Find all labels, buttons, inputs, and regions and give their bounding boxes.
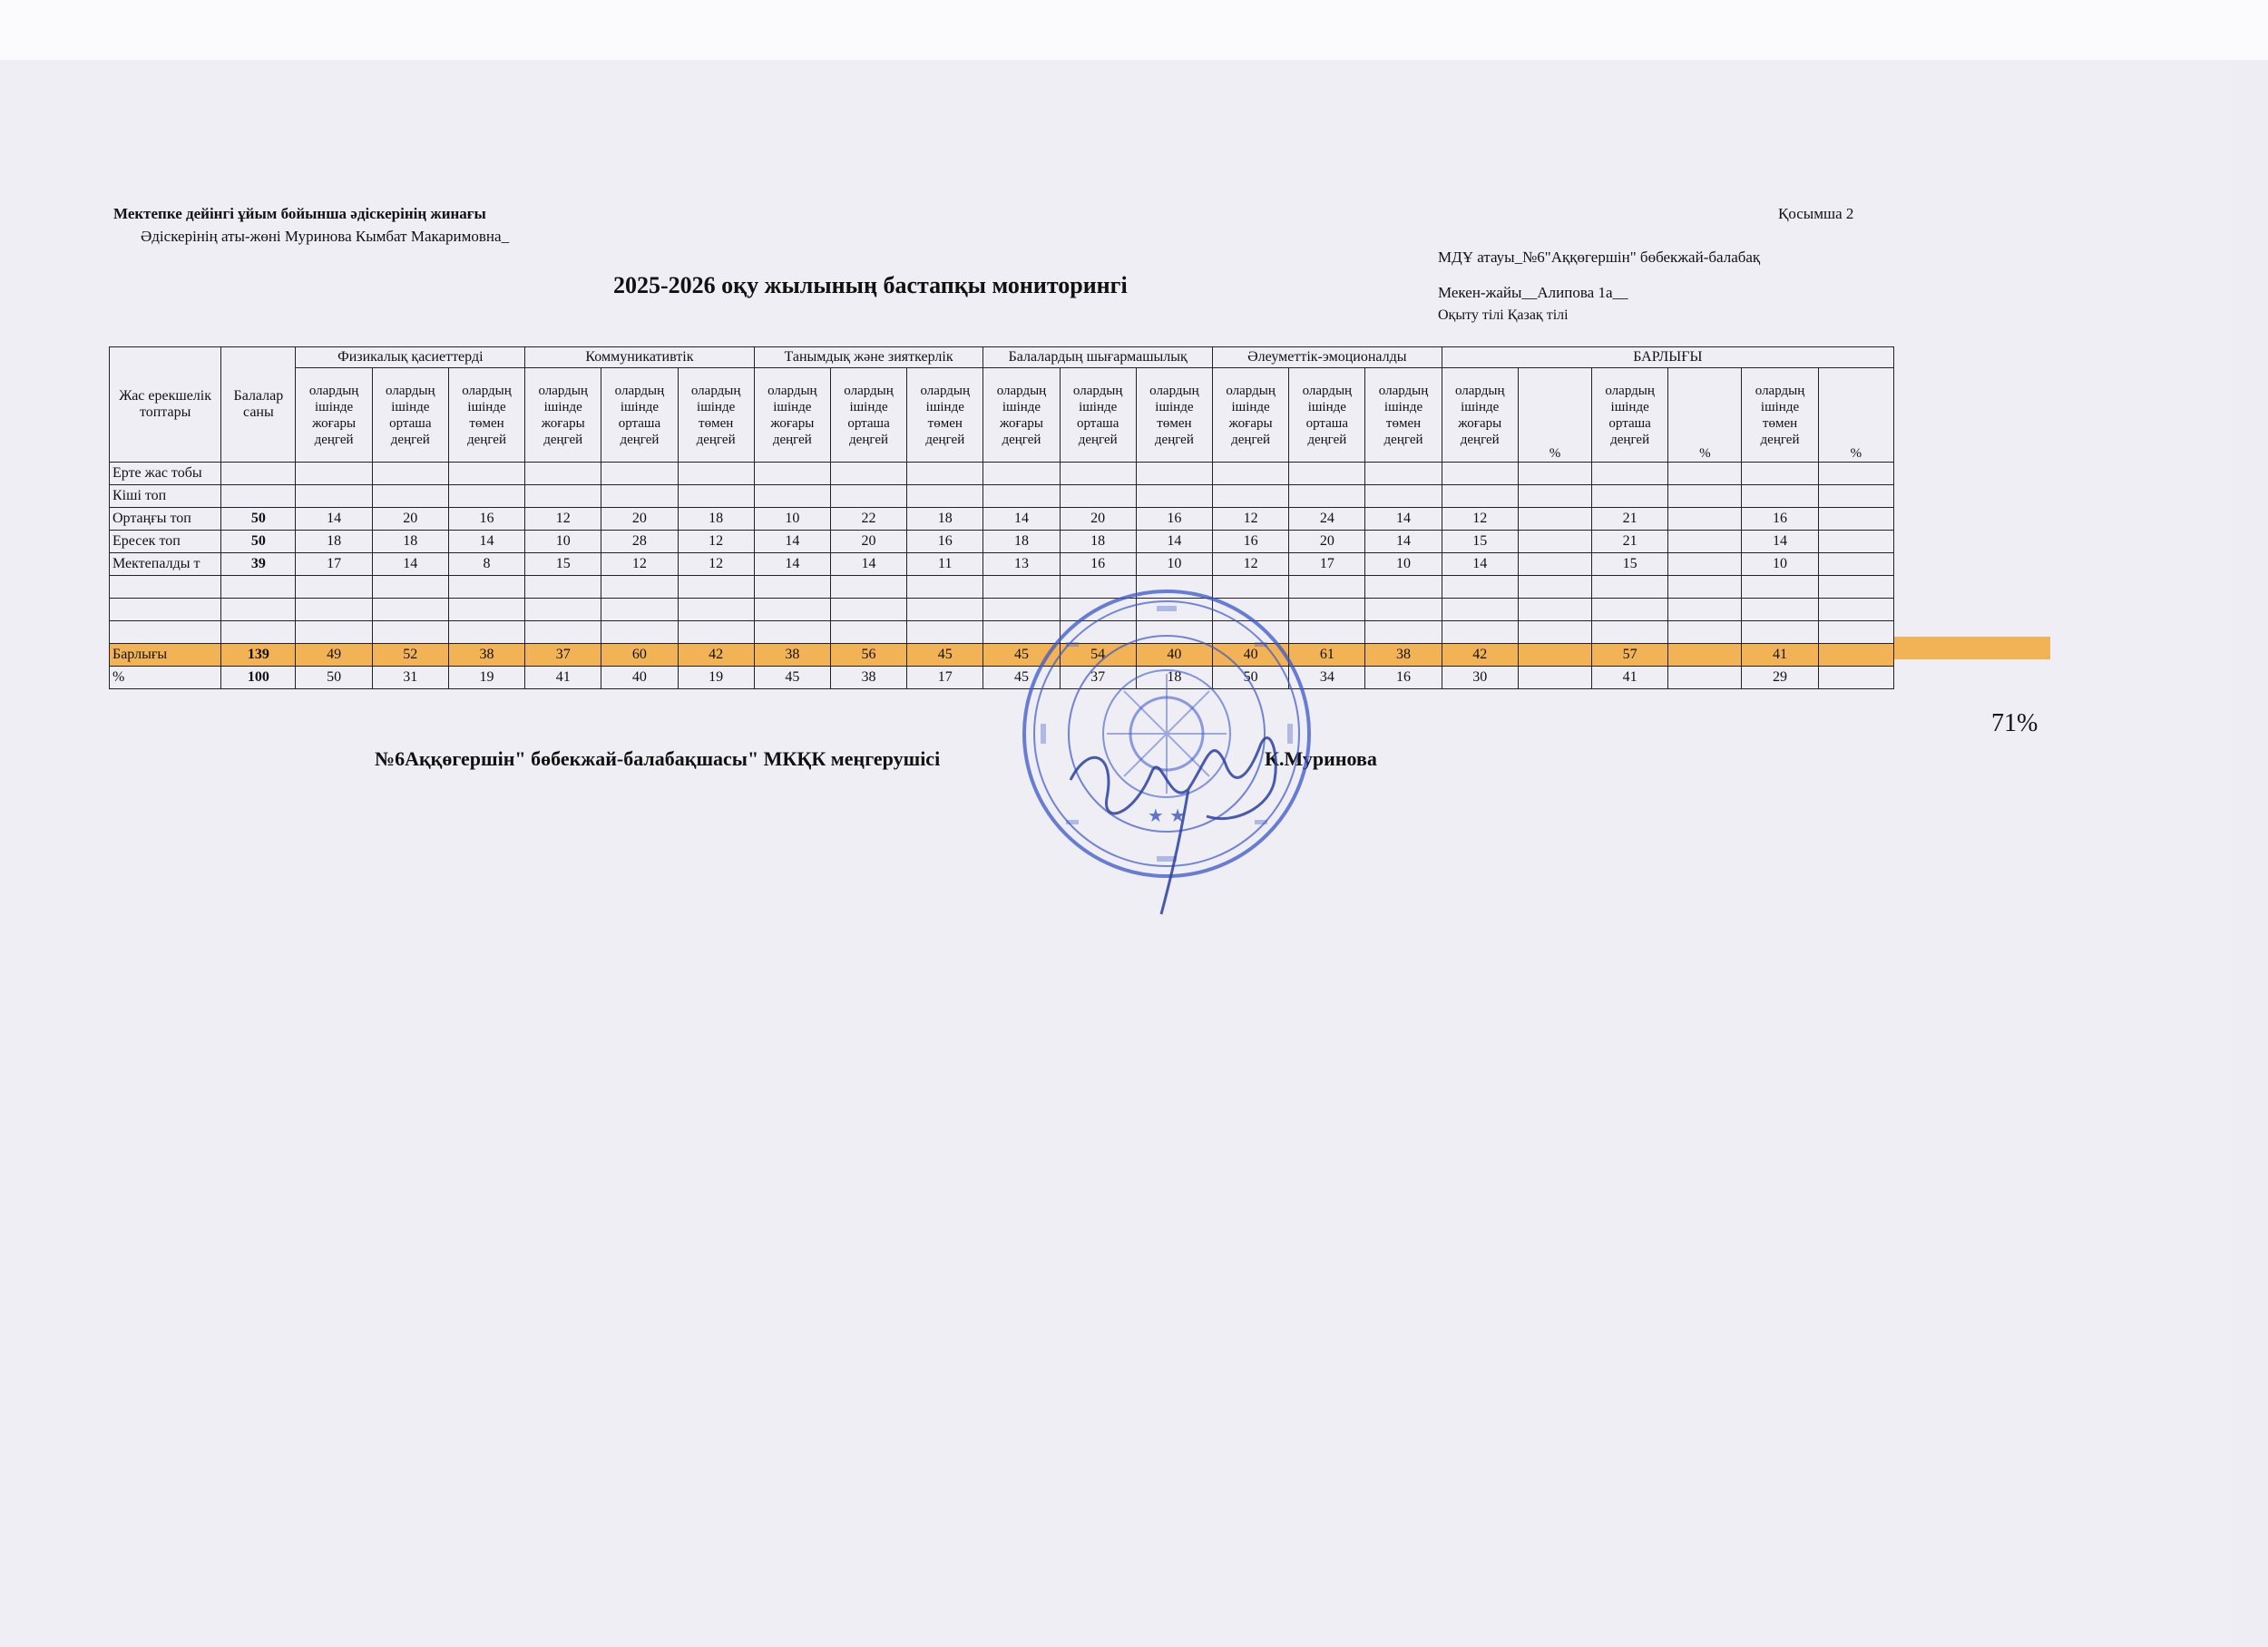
total-percent-cell [1668,667,1742,689]
level-cell: 14 [830,553,906,576]
empty-cell [1592,621,1668,644]
empty-cell [1818,621,1893,644]
level-cell [1213,463,1289,485]
sub-pct-header: % [1518,368,1591,463]
empty-cell [678,576,754,599]
table-body [110,463,1894,689]
empty-cell [1518,576,1591,599]
level-cell: 24 [1289,508,1365,531]
empty-row [110,621,1894,644]
total-percent-cell [1668,531,1742,553]
empty-cell [296,599,372,621]
level-cell: 14 [1136,531,1212,553]
sub-mid-header: олардың ішінде орташа деңгей [372,368,448,463]
empty-cell [1742,576,1818,599]
level-cell: 40 [1136,644,1212,667]
empty-cell [1365,599,1442,621]
total-percent-cell [1818,463,1893,485]
level-cell: 20 [601,508,678,531]
level-cell: 56 [830,644,906,667]
table-row [110,485,1894,508]
empty-cell [110,599,221,621]
sub-pct-header: % [1818,368,1893,463]
level-cell [907,485,983,508]
level-cell: 16 [1365,667,1442,689]
empty-cell [1592,599,1668,621]
empty-cell [372,621,448,644]
total-level-cell: 30 [1442,667,1518,689]
level-cell: 16 [907,531,983,553]
children-count-cell: 139 [221,644,296,667]
level-cell: 34 [1289,667,1365,689]
empty-cell [296,621,372,644]
total-percent-cell [1818,531,1893,553]
total-level-cell: 15 [1592,553,1668,576]
empty-cell [754,576,830,599]
level-cell: 18 [1060,531,1136,553]
level-cell: 12 [678,531,754,553]
level-cell: 60 [601,644,678,667]
empty-cell [525,599,601,621]
children-count-cell: 39 [221,553,296,576]
empty-cell [907,621,983,644]
level-cell: 31 [372,667,448,689]
sub-high-header: олардың ішінде жоғары деңгей [525,368,601,463]
level-cell: 20 [1289,531,1365,553]
level-cell [907,463,983,485]
row-label: % [110,667,221,689]
row-label: Кіші топ [110,485,221,508]
empty-cell [1442,576,1518,599]
level-cell: 14 [296,508,372,531]
total-level-cell [1442,463,1518,485]
level-cell: 12 [1213,553,1289,576]
empty-cell [1668,599,1742,621]
empty-cell [296,576,372,599]
total-level-cell: 57 [1592,644,1668,667]
level-cell: 49 [296,644,372,667]
level-cell: 14 [1365,531,1442,553]
level-cell: 50 [296,667,372,689]
level-cell [1060,463,1136,485]
empty-cell [110,621,221,644]
empty-cell [1518,621,1591,644]
level-cell: 18 [907,508,983,531]
level-cell: 12 [1213,508,1289,531]
total-percent-cell [1668,553,1742,576]
sub-high-header: олардың ішінде жоғары деңгей [1213,368,1289,463]
total-level-cell: 14 [1442,553,1518,576]
level-cell: 20 [1060,508,1136,531]
empty-cell [1592,576,1668,599]
empty-row [110,576,1894,599]
level-cell [754,463,830,485]
total-percent-cell [1518,667,1591,689]
empty-cell [1668,576,1742,599]
empty-cell [1442,621,1518,644]
total-level-cell [1592,485,1668,508]
empty-cell [1518,599,1591,621]
level-cell [525,463,601,485]
level-cell: 28 [601,531,678,553]
level-cell: 13 [983,553,1060,576]
empty-cell [1742,599,1818,621]
empty-cell [1365,621,1442,644]
methodist-name: Әдіскерінің аты-жөні Муринова Кымбат Макаримовна_ [141,228,510,245]
row-label: Мектепалды т [110,553,221,576]
signature [1052,671,1306,916]
total-level-cell [1742,463,1818,485]
level-cell: 16 [1060,553,1136,576]
sub-high-header: олардың ішінде жоғары деңгей [983,368,1060,463]
level-cell [1289,463,1365,485]
level-cell [1365,463,1442,485]
total-percent-cell [1818,508,1893,531]
level-cell: 12 [678,553,754,576]
total-percent-cell [1668,644,1742,667]
level-cell: 14 [754,531,830,553]
head-title: №6Аққөгершін" бөбекжай-балабақшасы" МКҚК меңгерушісі [375,747,941,770]
level-cell [678,463,754,485]
total-percent-cell [1668,508,1742,531]
sub-low-header: олардың ішінде төмен деңгей [1136,368,1212,463]
level-cell: 45 [907,644,983,667]
sub-mid-header: олардың ішінде орташа деңгей [1060,368,1136,463]
methodist-collection-title: Мектепке дейінгі ұйым бойынша әдіскерінің жинағы [113,205,486,222]
sub-low-header: олардың ішінде төмен деңгей [678,368,754,463]
empty-cell [448,599,524,621]
level-cell: 12 [601,553,678,576]
level-cell: 19 [678,667,754,689]
level-cell [983,485,1060,508]
svg-text:★ ★: ★ ★ [1147,804,1187,826]
sub-mid-header: олардың ішінде орташа деңгей [1592,368,1668,463]
total-percent-cell [1818,644,1893,667]
empty-row [110,599,1894,621]
level-cell: 18 [1136,667,1212,689]
row-label: Ересек топ [110,531,221,553]
level-cell [448,485,524,508]
level-cell: 38 [1365,644,1442,667]
level-cell: 18 [296,531,372,553]
empty-cell [525,621,601,644]
level-cell: 17 [296,553,372,576]
sub-low-header: олардың ішінде төмен деңгей [907,368,983,463]
total-percent-cell [1518,644,1591,667]
level-cell: 19 [448,667,524,689]
empty-cell [221,599,296,621]
empty-cell [1442,599,1518,621]
empty-cell [372,599,448,621]
empty-cell [678,599,754,621]
group-social-emotional-header: Әлеуметтік-эмоционалды [1213,347,1442,368]
level-cell [830,485,906,508]
level-cell: 38 [448,644,524,667]
total-level-cell: 16 [1742,508,1818,531]
level-cell: 14 [983,508,1060,531]
empty-cell [754,599,830,621]
level-cell: 50 [1213,667,1289,689]
level-cell: 18 [372,531,448,553]
empty-cell [1818,599,1893,621]
level-cell: 18 [983,531,1060,553]
level-cell [1136,485,1212,508]
level-cell: 45 [983,667,1060,689]
level-cell: 37 [1060,667,1136,689]
level-cell: 14 [1365,508,1442,531]
sub-pct-header: % [1668,368,1742,463]
sub-high-header: олардың ішінде жоғары деңгей [1442,368,1518,463]
head-name: К.Муринова [1265,747,1377,770]
empty-cell [372,576,448,599]
level-cell: 10 [525,531,601,553]
empty-cell [448,576,524,599]
monitoring-table [109,346,1894,689]
empty-cell [830,599,906,621]
empty-cell [601,599,678,621]
document-title: 2025-2026 оқу жылының бастапқы мониторингі [613,272,1128,298]
table-row [110,463,1894,485]
total-percent-cell [1818,667,1893,689]
level-cell: 18 [678,508,754,531]
total-level-cell: 42 [1442,644,1518,667]
level-cell [983,463,1060,485]
children-count-cell: 50 [221,508,296,531]
level-cell: 10 [1136,553,1212,576]
table-row [110,553,1894,576]
table-row [110,667,1894,689]
level-cell: 52 [372,644,448,667]
children-count-cell [221,463,296,485]
total-percent-cell [1668,463,1742,485]
level-cell [372,463,448,485]
empty-cell [754,621,830,644]
total-percent-cell [1518,463,1591,485]
sub-high-header: олардың ішінде жоғары деңгей [296,368,372,463]
total-percent-cell [1518,508,1591,531]
level-cell: 16 [1213,531,1289,553]
empty-cell [1668,621,1742,644]
total-level-cell: 41 [1592,667,1668,689]
total-level-cell [1742,485,1818,508]
appendix-label: Қосымша 2 [1778,205,1854,222]
level-cell [1213,485,1289,508]
group-physical-header: Физикалық қасиеттерді [296,347,525,368]
empty-cell [601,576,678,599]
level-cell: 14 [372,553,448,576]
sub-high-header: олардың ішінде жоғары деңгей [754,368,830,463]
level-cell [601,463,678,485]
empty-cell [448,621,524,644]
total-level-cell: 41 [1742,644,1818,667]
total-level-cell: 29 [1742,667,1818,689]
empty-cell [830,621,906,644]
group-cognitive-header: Танымдық және зияткерлік [754,347,983,368]
level-cell: 22 [830,508,906,531]
level-cell: 14 [448,531,524,553]
row-label: Барлығы [110,644,221,667]
row-label: Ерте жас тобы [110,463,221,485]
level-cell: 20 [830,531,906,553]
sub-mid-header: олардың ішінде орташа деңгей [601,368,678,463]
total-level-cell: 21 [1592,531,1668,553]
level-cell: 37 [525,644,601,667]
level-cell [296,463,372,485]
level-cell [1060,485,1136,508]
level-cell: 12 [525,508,601,531]
level-cell: 16 [1136,508,1212,531]
children-count-cell: 50 [221,531,296,553]
level-cell: 42 [678,644,754,667]
teaching-language: Оқыту тілі Қазақ тілі [1438,307,1569,323]
level-cell: 45 [754,667,830,689]
sub-low-header: олардың ішінде төмен деңгей [1742,368,1818,463]
empty-cell [601,621,678,644]
age-group-header: Жас ерекшелік топтары [110,347,221,463]
sub-low-header: олардың ішінде төмен деңгей [448,368,524,463]
organization-name: МДҰ атауы_№6"Аққөгершін" бөбекжай-балабақ [1438,249,1761,266]
total-percent-cell [1818,553,1893,576]
side-percent: 71% [1991,709,2038,737]
table-row [110,508,1894,531]
empty-cell [907,576,983,599]
total-level-cell: 15 [1442,531,1518,553]
level-cell: 10 [754,508,830,531]
total-level-cell [1592,463,1668,485]
level-cell [830,463,906,485]
children-count-cell [221,485,296,508]
level-cell: 20 [372,508,448,531]
level-cell: 14 [754,553,830,576]
level-cell [1136,463,1212,485]
level-cell: 17 [1289,553,1365,576]
table-row [110,531,1894,553]
level-cell [448,463,524,485]
level-cell [754,485,830,508]
level-cell: 16 [448,508,524,531]
level-cell: 54 [1060,644,1136,667]
address: Мекен-жайы__Алипова 1а__ [1438,284,1628,301]
children-count-header: Балалар саны [221,347,296,463]
total-percent-cell [1518,553,1591,576]
empty-cell [1742,621,1818,644]
level-cell [678,485,754,508]
level-cell: 17 [907,667,983,689]
level-cell: 40 [601,667,678,689]
level-cell: 61 [1289,644,1365,667]
total-level-cell: 14 [1742,531,1818,553]
total-level-cell: 12 [1442,508,1518,531]
level-cell: 38 [830,667,906,689]
empty-cell [907,599,983,621]
sub-mid-header: олардың ішінде орташа деңгей [830,368,906,463]
level-cell: 45 [983,644,1060,667]
empty-cell [221,576,296,599]
level-cell: 40 [1213,644,1289,667]
total-percent-cell [1518,485,1591,508]
group-creative-header: Балалардың шығармашылық [983,347,1213,368]
table-row [110,644,1894,667]
level-cell: 15 [525,553,601,576]
level-cell: 11 [907,553,983,576]
empty-cell [221,621,296,644]
scan-border [0,0,2268,60]
total-level-cell [1442,485,1518,508]
level-cell [1289,485,1365,508]
level-cell: 8 [448,553,524,576]
level-cell [1365,485,1442,508]
level-cell [372,485,448,508]
level-cell: 10 [1365,553,1442,576]
total-row-highlight-extension [1894,637,2050,659]
level-cell [525,485,601,508]
total-percent-cell [1518,531,1591,553]
total-level-cell: 21 [1592,508,1668,531]
group-communicative-header: Коммуникативтік [525,347,755,368]
total-percent-cell [1818,485,1893,508]
empty-cell [110,576,221,599]
level-cell: 38 [754,644,830,667]
children-count-cell: 100 [221,667,296,689]
level-cell [601,485,678,508]
total-percent-cell [1668,485,1742,508]
sub-mid-header: олардың ішінде орташа деңгей [1289,368,1365,463]
group-total-header: БАРЛЫҒЫ [1442,347,1893,368]
level-cell [296,485,372,508]
empty-cell [525,576,601,599]
empty-cell [1365,576,1442,599]
total-level-cell: 10 [1742,553,1818,576]
empty-cell [678,621,754,644]
level-cell: 41 [525,667,601,689]
sub-low-header: олардың ішінде төмен деңгей [1365,368,1442,463]
empty-cell [1818,576,1893,599]
empty-cell [830,576,906,599]
row-label: Ортаңғы топ [110,508,221,531]
